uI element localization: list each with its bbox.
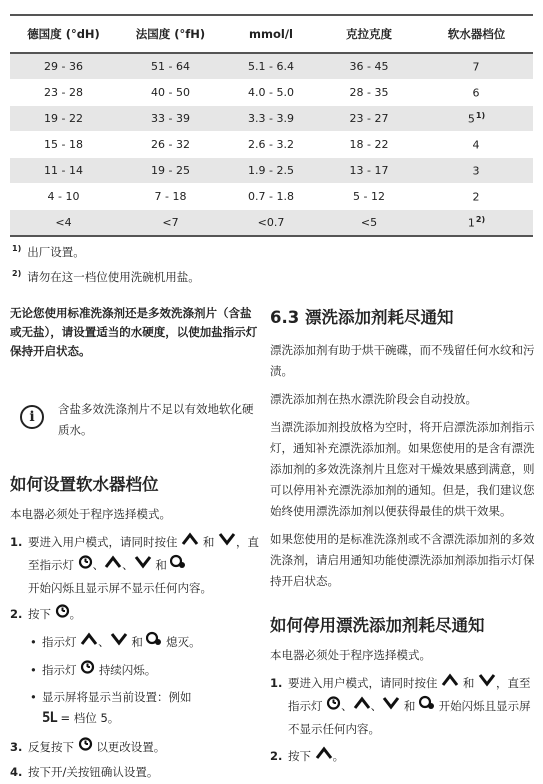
table-cell: <0.7	[224, 210, 318, 237]
footnotes	[12, 238, 200, 288]
table-cell: 28 - 35	[318, 80, 420, 106]
table-cell: 40 - 50	[117, 80, 224, 106]
display-readout: 5L	[42, 710, 57, 726]
table-cell: 4 - 10	[10, 184, 117, 210]
program-icon	[146, 631, 162, 654]
table-row	[10, 158, 533, 184]
substep-3: • 显示屏将显示当前设置：例如 5L = 档位 5。	[30, 690, 192, 726]
footnote-marker: 1)	[475, 111, 486, 121]
up-chevron-icon	[441, 672, 459, 695]
table-cell: 5$^{1)}$	[420, 106, 533, 132]
table-cell: 36 - 45	[318, 53, 420, 80]
down-chevron-icon	[110, 631, 128, 654]
left-column	[10, 304, 260, 784]
header-fh: 法国度 (°fH)	[117, 15, 224, 53]
step-2: 2. 按下 。	[10, 603, 260, 626]
rinse-para-2: 漂洗添加剂在热水漂洗阶段会自动投放。	[270, 392, 477, 406]
step-4: 4. 按下开/关按钮确认设置。	[10, 765, 159, 779]
table-cell: 1$^{2)}$	[420, 210, 533, 237]
table-row	[10, 184, 533, 210]
substep-1: • 指示灯 、 和 熄灭。	[10, 631, 260, 654]
table-cell: 23 - 28	[10, 80, 117, 106]
table-cell: 33 - 39	[117, 106, 224, 132]
table-row	[10, 80, 533, 106]
table-cell: <7	[117, 210, 224, 237]
section-heading-disable: 如何停用漂洗添加剂耗尽通知	[270, 616, 485, 635]
step-3: 3. 反复按下 以更改设置。	[10, 736, 260, 759]
footnote-2: $^{2)}$ 请勿在这一档位使用洗碗机用盐。	[12, 268, 200, 284]
up-chevron-icon	[181, 531, 199, 554]
timer-icon	[80, 659, 95, 682]
table-cell: 7 - 18	[117, 184, 224, 210]
table-row	[10, 106, 533, 132]
table-row	[10, 53, 533, 80]
table-cell: 19 - 25	[117, 158, 224, 184]
table-cell: 19 - 22	[10, 106, 117, 132]
rinse-para-4: 如果您使用的是标准洗涤剂或不含漂洗添加剂的多效洗涤剂，请启用通知功能使漂洗添加剂添加指示灯保持开启状态。	[270, 532, 535, 588]
table-cell: <5	[318, 210, 420, 237]
rinse-para-1: 漂洗添加剂有助于烘干碗碟，而不残留任何水纹和污渍。	[270, 343, 535, 378]
timer-icon	[55, 603, 70, 626]
table-cell: <4	[10, 210, 117, 237]
water-hardness-table	[10, 14, 533, 237]
down-chevron-icon	[478, 672, 496, 695]
disable-step-2: 2. 按下 。	[270, 745, 536, 768]
program-icon	[170, 554, 186, 577]
table-cell: 15 - 18	[10, 132, 117, 158]
table-cell: 18 - 22	[318, 132, 420, 158]
section-heading-softener: 如何设置软水器档位	[10, 475, 159, 494]
table-cell: 26 - 32	[117, 132, 224, 158]
table-cell: 3	[420, 158, 533, 184]
table-cell: 6	[420, 80, 533, 106]
substep-2: • 指示灯 持续闪烁。	[10, 659, 260, 682]
down-chevron-icon	[218, 531, 236, 554]
footnote-1: $^{1)}$ 出厂设置。	[12, 244, 85, 259]
table-cell: 5 - 12	[318, 184, 420, 210]
table-cell: 2	[420, 184, 533, 210]
table-cell: 4.0 - 5.0	[224, 80, 318, 106]
table-row	[10, 132, 533, 158]
header-mmol: mmol/l	[224, 15, 318, 53]
table-row	[10, 210, 533, 237]
program-icon	[419, 695, 435, 718]
right-column	[270, 304, 536, 768]
table-cell: 0.7 - 1.8	[224, 184, 318, 210]
footnote-marker: 2)	[475, 215, 486, 225]
up-chevron-icon	[315, 745, 333, 768]
down-chevron-icon	[382, 695, 400, 718]
info-text: 含盐多效洗涤剂片不足以有效地软化硬质水。	[58, 402, 254, 437]
timer-icon	[78, 554, 93, 577]
intro-text: 本电器必须处于程序选择模式。	[10, 507, 171, 521]
header-level: 软水器档位	[420, 15, 533, 53]
table-cell: 13 - 17	[318, 158, 420, 184]
warning-text: 无论您使用标准洗涤剂还是多效洗涤剂片（含盐或无盐），请设置适当的水硬度，以使加盐指示灯保持开启状态。	[10, 306, 258, 358]
table-cell: 7	[420, 53, 533, 80]
disable-step-1: 1. 要进入用户模式，请同时按住 和 ，直至指示灯 、 、 和 开始闪烁且显示屏不显示任何内容。	[270, 672, 536, 741]
rinse-para-3: 当漂洗添加剂投放格为空时，将开启漂洗添加剂指示灯，通知补充漂洗添加剂。如果您使用的是含有漂洗添加剂的多效洗涤剂片且您对干燥效果感到满意，则可以停用补充漂洗添加剂的通知。但是，我们建议您始终使用漂洗添加剂以便获得最佳的烘干效果。	[270, 420, 535, 518]
table-cell: 5.1 - 6.4	[224, 53, 318, 80]
section-heading-rinse: 6.3 漂洗添加剂耗尽通知	[270, 308, 454, 327]
header-dh: 德国度 (°dH)	[10, 15, 117, 53]
info-icon: i	[20, 405, 44, 429]
up-chevron-icon	[104, 554, 122, 577]
info-note	[10, 399, 260, 441]
disable-intro: 本电器必须处于程序选择模式。	[270, 648, 431, 662]
table-header-row	[10, 15, 533, 53]
down-chevron-icon	[134, 554, 152, 577]
timer-icon	[78, 736, 93, 759]
up-chevron-icon	[353, 695, 371, 718]
up-chevron-icon	[80, 631, 98, 654]
table-cell: 1.9 - 2.5	[224, 158, 318, 184]
table-cell: 11 - 14	[10, 158, 117, 184]
table-cell: 4	[420, 132, 533, 158]
header-clarke: 克拉克度	[318, 15, 420, 53]
table-cell: 29 - 36	[10, 53, 117, 80]
table-cell: 23 - 27	[318, 106, 420, 132]
table-cell: 3.3 - 3.9	[224, 106, 318, 132]
timer-icon	[326, 695, 341, 718]
table-cell: 2.6 - 3.2	[224, 132, 318, 158]
step-1: 1. 要进入用户模式，请同时按住 和 ，直至指示灯 、 、 和 开始闪烁且显示屏不显示任何内容。	[10, 531, 260, 600]
table-cell: 51 - 64	[117, 53, 224, 80]
